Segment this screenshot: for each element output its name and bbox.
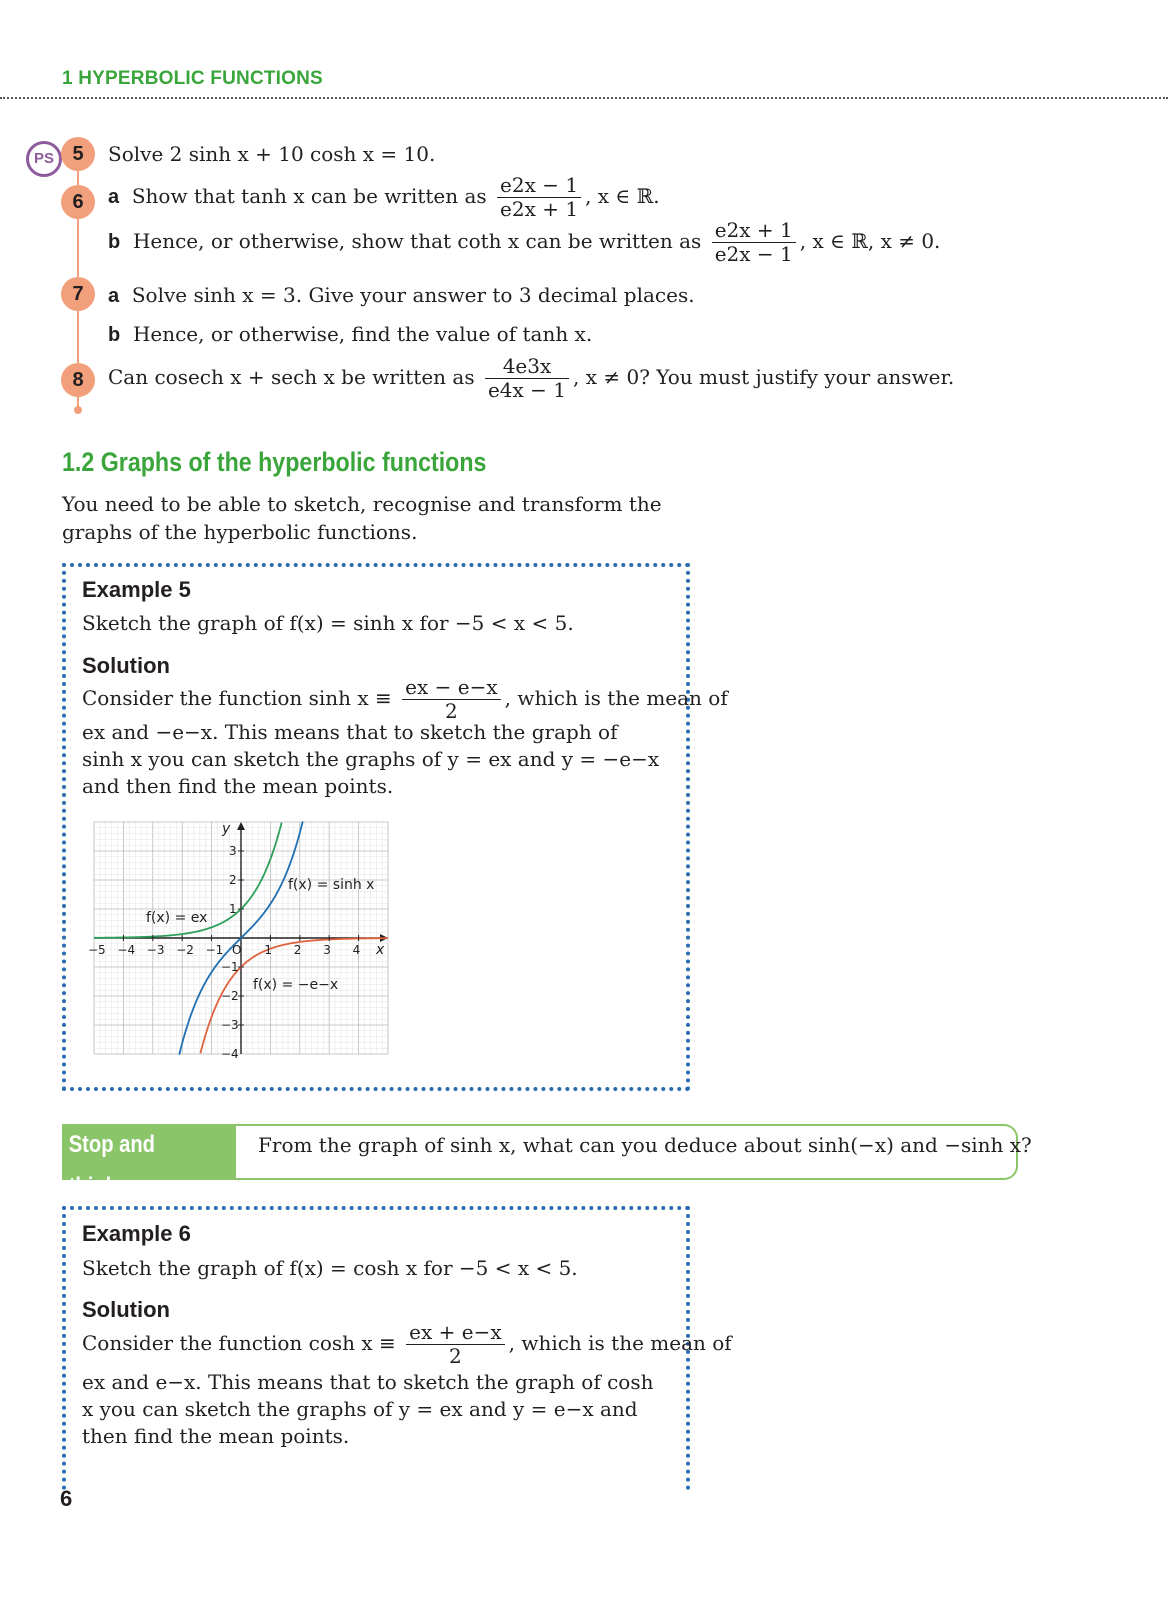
question-6b-tail: , x ∈ ℝ, x ≠ 0. [799,229,941,253]
y-tick-label: −3 [221,1018,239,1032]
x-tick-label: −4 [117,943,136,957]
example-5-solution-line1 [82,677,728,722]
example-6-solution-rest: ex and e−x. This means that to sketch the graph of cosh x you can sketch the graphs of y = ex and y = e−x and then find the mean points. [82,1370,654,1448]
part-label-a: a [108,285,120,307]
question-8-tail: , x ≠ 0? You must justify your answer. [573,365,955,389]
question-8-text: Can cosech x + sech x be written as [108,365,475,389]
question-7b-text: Hence, or otherwise, find the value of tanh x. [132,322,593,346]
example-5-title: Example 5 [82,577,191,602]
question-5-text: Solve 2 sinh x + 10 cosh x = 10. [108,142,436,166]
fraction-denominator: 2 [449,1344,462,1368]
y-tick-label: −1 [221,960,239,974]
y-tick-label: 1 [229,902,237,916]
series-label-negexp: f(x) = −e−x [253,977,339,993]
stop-and-think-text: From the graph of sinh x, what can you deduce about sinh(−x) and −sinh x? [258,1133,1032,1157]
example-5-solution-label: Solution [82,653,170,678]
x-tick-label: −5 [88,943,106,957]
header-rule [0,97,1168,99]
series-label-sinh: f(x) = sinh x [288,877,375,893]
fraction-denominator: e4x − 1 [487,378,566,402]
part-label-b: b [108,324,121,346]
y-axis-label: y [222,821,231,837]
question-7a-text: Solve sinh x = 3. Give your answer to 3 decimal places. [131,283,695,307]
fraction-numerator: e2x + 1 [712,220,796,243]
question-number-5: 5 [61,137,95,171]
fraction-denominator: e2x − 1 [714,242,793,266]
part-label-a: a [108,186,120,208]
x-tick-label: 3 [323,943,331,957]
question-7b [108,322,592,347]
solution-line1-pre: Consider the function sinh x ≡ [82,686,392,710]
cosech-fraction [485,356,569,401]
stop-and-think-label: Stop and think [62,1124,236,1178]
x-tick-label: −3 [146,943,165,957]
solution-line1-pre: Consider the function cosh x ≡ [82,1331,396,1355]
question-number-7: 7 [61,277,95,311]
fraction-numerator: e2x − 1 [497,175,581,198]
x-axis-label: x [376,942,385,958]
example-5-task: Sketch the graph of f(x) = sinh x for −5 < x < 5. [82,611,574,635]
question-6a-tail: , x ∈ ℝ. [585,184,660,208]
question-7a [108,283,695,308]
coth-fraction [712,220,796,265]
solution-line1-post: , which is the mean of [508,1331,732,1355]
chapter-header: 1 HYPERBOLIC FUNCTIONS [62,68,323,89]
y-tick-label: 2 [229,873,237,887]
solution-line1-post: , which is the mean of [504,686,728,710]
question-6a [108,175,660,220]
sinh-graph [88,820,390,1061]
sinh-definition-fraction [402,677,500,722]
x-tick-label: −2 [176,943,194,957]
example-6-solution-line1 [82,1322,732,1367]
page-number: 6 [60,1486,73,1511]
tanh-fraction [497,175,581,220]
example-6-solution-label: Solution [82,1297,170,1322]
cosh-definition-fraction [406,1322,504,1367]
x-tick-label: −1 [205,943,224,957]
fraction-denominator: 2 [445,699,458,723]
question-number-8: 8 [61,363,95,397]
fraction-numerator: ex + e−x [406,1322,504,1345]
x-tick-label: 1 [264,943,273,957]
y-tick-label: 3 [229,844,237,858]
connector-end-dot [74,406,82,414]
question-6b [108,220,940,265]
x-tick-label: 2 [293,943,302,957]
question-6b-text: Hence, or otherwise, show that coth x can be written as [132,229,702,253]
example-6-title: Example 6 [82,1221,191,1246]
part-label-b: b [108,231,121,253]
y-tick-label: −4 [221,1047,239,1061]
x-tick-label: O [232,943,242,957]
question-6a-text: Show that tanh x can be written as [131,184,487,208]
fraction-denominator: e2x + 1 [500,197,579,221]
y-axis-arrow [237,822,245,830]
fraction-numerator: 4e3x [485,356,569,379]
x-tick-label: 4 [352,943,361,957]
example-6-task: Sketch the graph of f(x) = cosh x for −5 < x < 5. [82,1256,578,1280]
section-intro: You need to be able to sketch, recognise and transform the graphs of the hyperbolic functions. [62,492,662,544]
question-8 [108,356,954,401]
problem-solving-badge: PS [26,141,62,177]
series-label-exp: f(x) = ex [146,910,208,926]
fraction-numerator: ex − e−x [402,677,500,700]
question-number-6: 6 [61,185,95,219]
example-5-solution-rest: ex and −e−x. This means that to sketch the graph of sinh x you can sketch the graphs of y = ex and y = −e−x and then find the mean points. [82,720,660,798]
section-title: 1.2 Graphs of the hyperbolic functions [62,447,487,477]
y-tick-label: −2 [221,989,239,1003]
